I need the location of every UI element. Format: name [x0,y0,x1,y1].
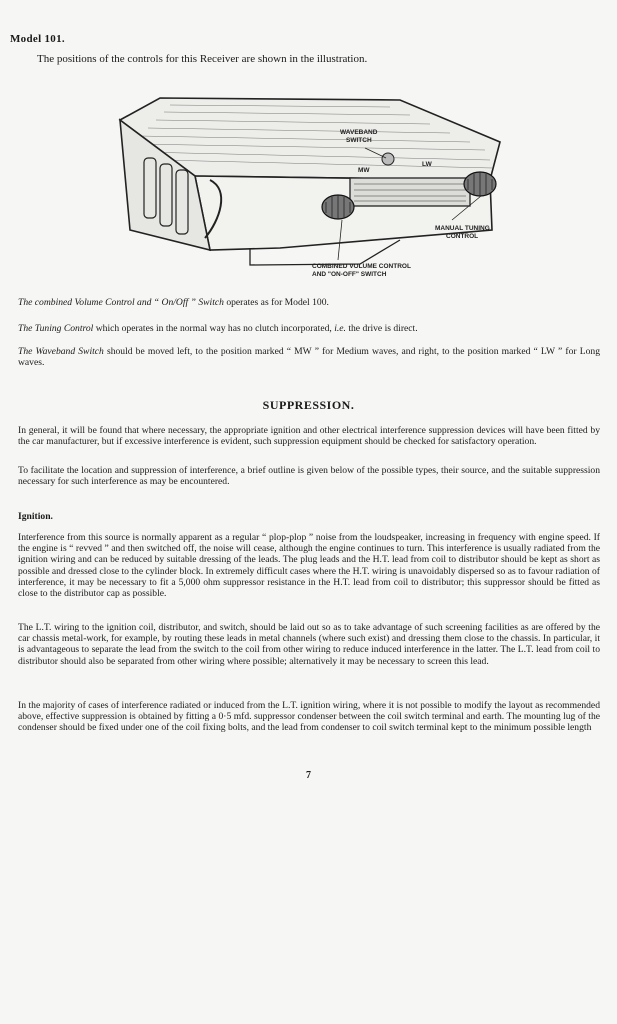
label-manual-tuning: MANUAL TUNING [435,225,490,232]
tuning-control-paragraph [18,323,600,334]
tuning-control-text-b: the drive is direct. [345,323,418,334]
waveband-lead: The Waveband Switch [18,346,104,357]
volume-control-paragraph [18,297,600,308]
label-on-off-switch: AND "ON-OFF" SWITCH [312,271,387,278]
ignition-paragraph-2: The L.T. wiring to the ignition coil, distributor, and switch, should be laid out so as to take advantage of such screening facilities as are offered by the car chassis metal-work, for example, by routing these leads in metal channels (where such exist) and dressing them close to the chassis. In particular, it is advantageous to separate the lead from the switch to the coil from other wiring to reduce induced interference in the latter. The L.T. lead from coil to distributor should also be separated from other wiring where possible; alternatively it may be necessary to screen this lead. [18,622,600,667]
volume-control-lead: The combined Volume Control and “ On/Off ” Switch [18,297,224,308]
suppression-heading: SUPPRESSION. [262,398,355,412]
facilitate-paragraph: To facilitate the location and suppression of interference, a brief outline is given below of the possible types, their source, and the suitable suppression necessary for such interference as may be encountered. [18,465,600,488]
tuning-control-lead: The Tuning Control [18,323,94,334]
general-paragraph: In general, it will be found that where necessary, the appropriate ignition and other electrical interference suppression devices will have been fitted by the car manufacturer, but if excessive interference is evident, such suppression equipment should be checked for satisfactory operation. [18,425,600,448]
ignition-paragraph-3: In the majority of cases of interference radiated or induced from the L.T. ignition wiring, where it is not possible to modify the layout as recommended above, effective suppression is obtained by fitting a 0·5 mfd. suppressor condenser between the coil switch terminal and earth. The mounting lug of the condenser should be fixed under one of the coil fixing bolts, and the lead from condenser to coil switch terminal kept to the minimum possible length [18,700,600,734]
label-combined-volume: COMBINED VOLUME CONTROL [312,263,411,270]
radio-receiver-illustration [100,80,520,292]
ignition-heading: Ignition. [18,511,53,522]
radio-drawing [100,80,520,292]
volume-control-text: operates as for Model 100. [223,297,329,308]
label-waveband-switch: SWITCH [346,137,372,144]
label-waveband: WAVEBAND [340,129,378,136]
label-tuning-control: CONTROL [446,233,479,240]
tuning-control-text-a: which operates in the normal way has no clutch incorporated, [93,323,335,334]
model-title: Model 101. [10,33,65,45]
tuning-ie: i.e. [334,323,346,334]
label-mw: MW [358,167,370,174]
waveband-paragraph [18,346,600,368]
page-number: 7 [306,770,311,781]
waveband-text: should be moved left, to the position marked “ MW ” for Medium waves, and right, to the position marked “ LW ” for Long waves. [18,346,600,369]
label-lw: LW [422,161,432,168]
intro-text: The positions of the controls for this Receiver are shown in the illustration. [37,53,368,65]
ignition-paragraph-1: Interference from this source is normally apparent as a regular “ plop-plop ” noise from the loudspeaker, increasing in frequency with engine speed. If the engine is “ revved ” and then switched off, the noise will cease, although the engine continues to turn. This interference is usually radiated from the ignition wiring and can be reduced by suitable dressing of the leads. The plug leads and the H.T. lead from coil to distributor should be kept as short as possible and dressed close to the cylinder block. In extremely difficult cases where the H.T. wiring is unavoidably dispersed so as to favour radiation of interference, it may be necessary to fit a 5,000 ohm suppressor resistance in the H.T. lead from coil to distributor; this suppressor should be fitted as close to the distributor cap as possible. [18,532,600,600]
